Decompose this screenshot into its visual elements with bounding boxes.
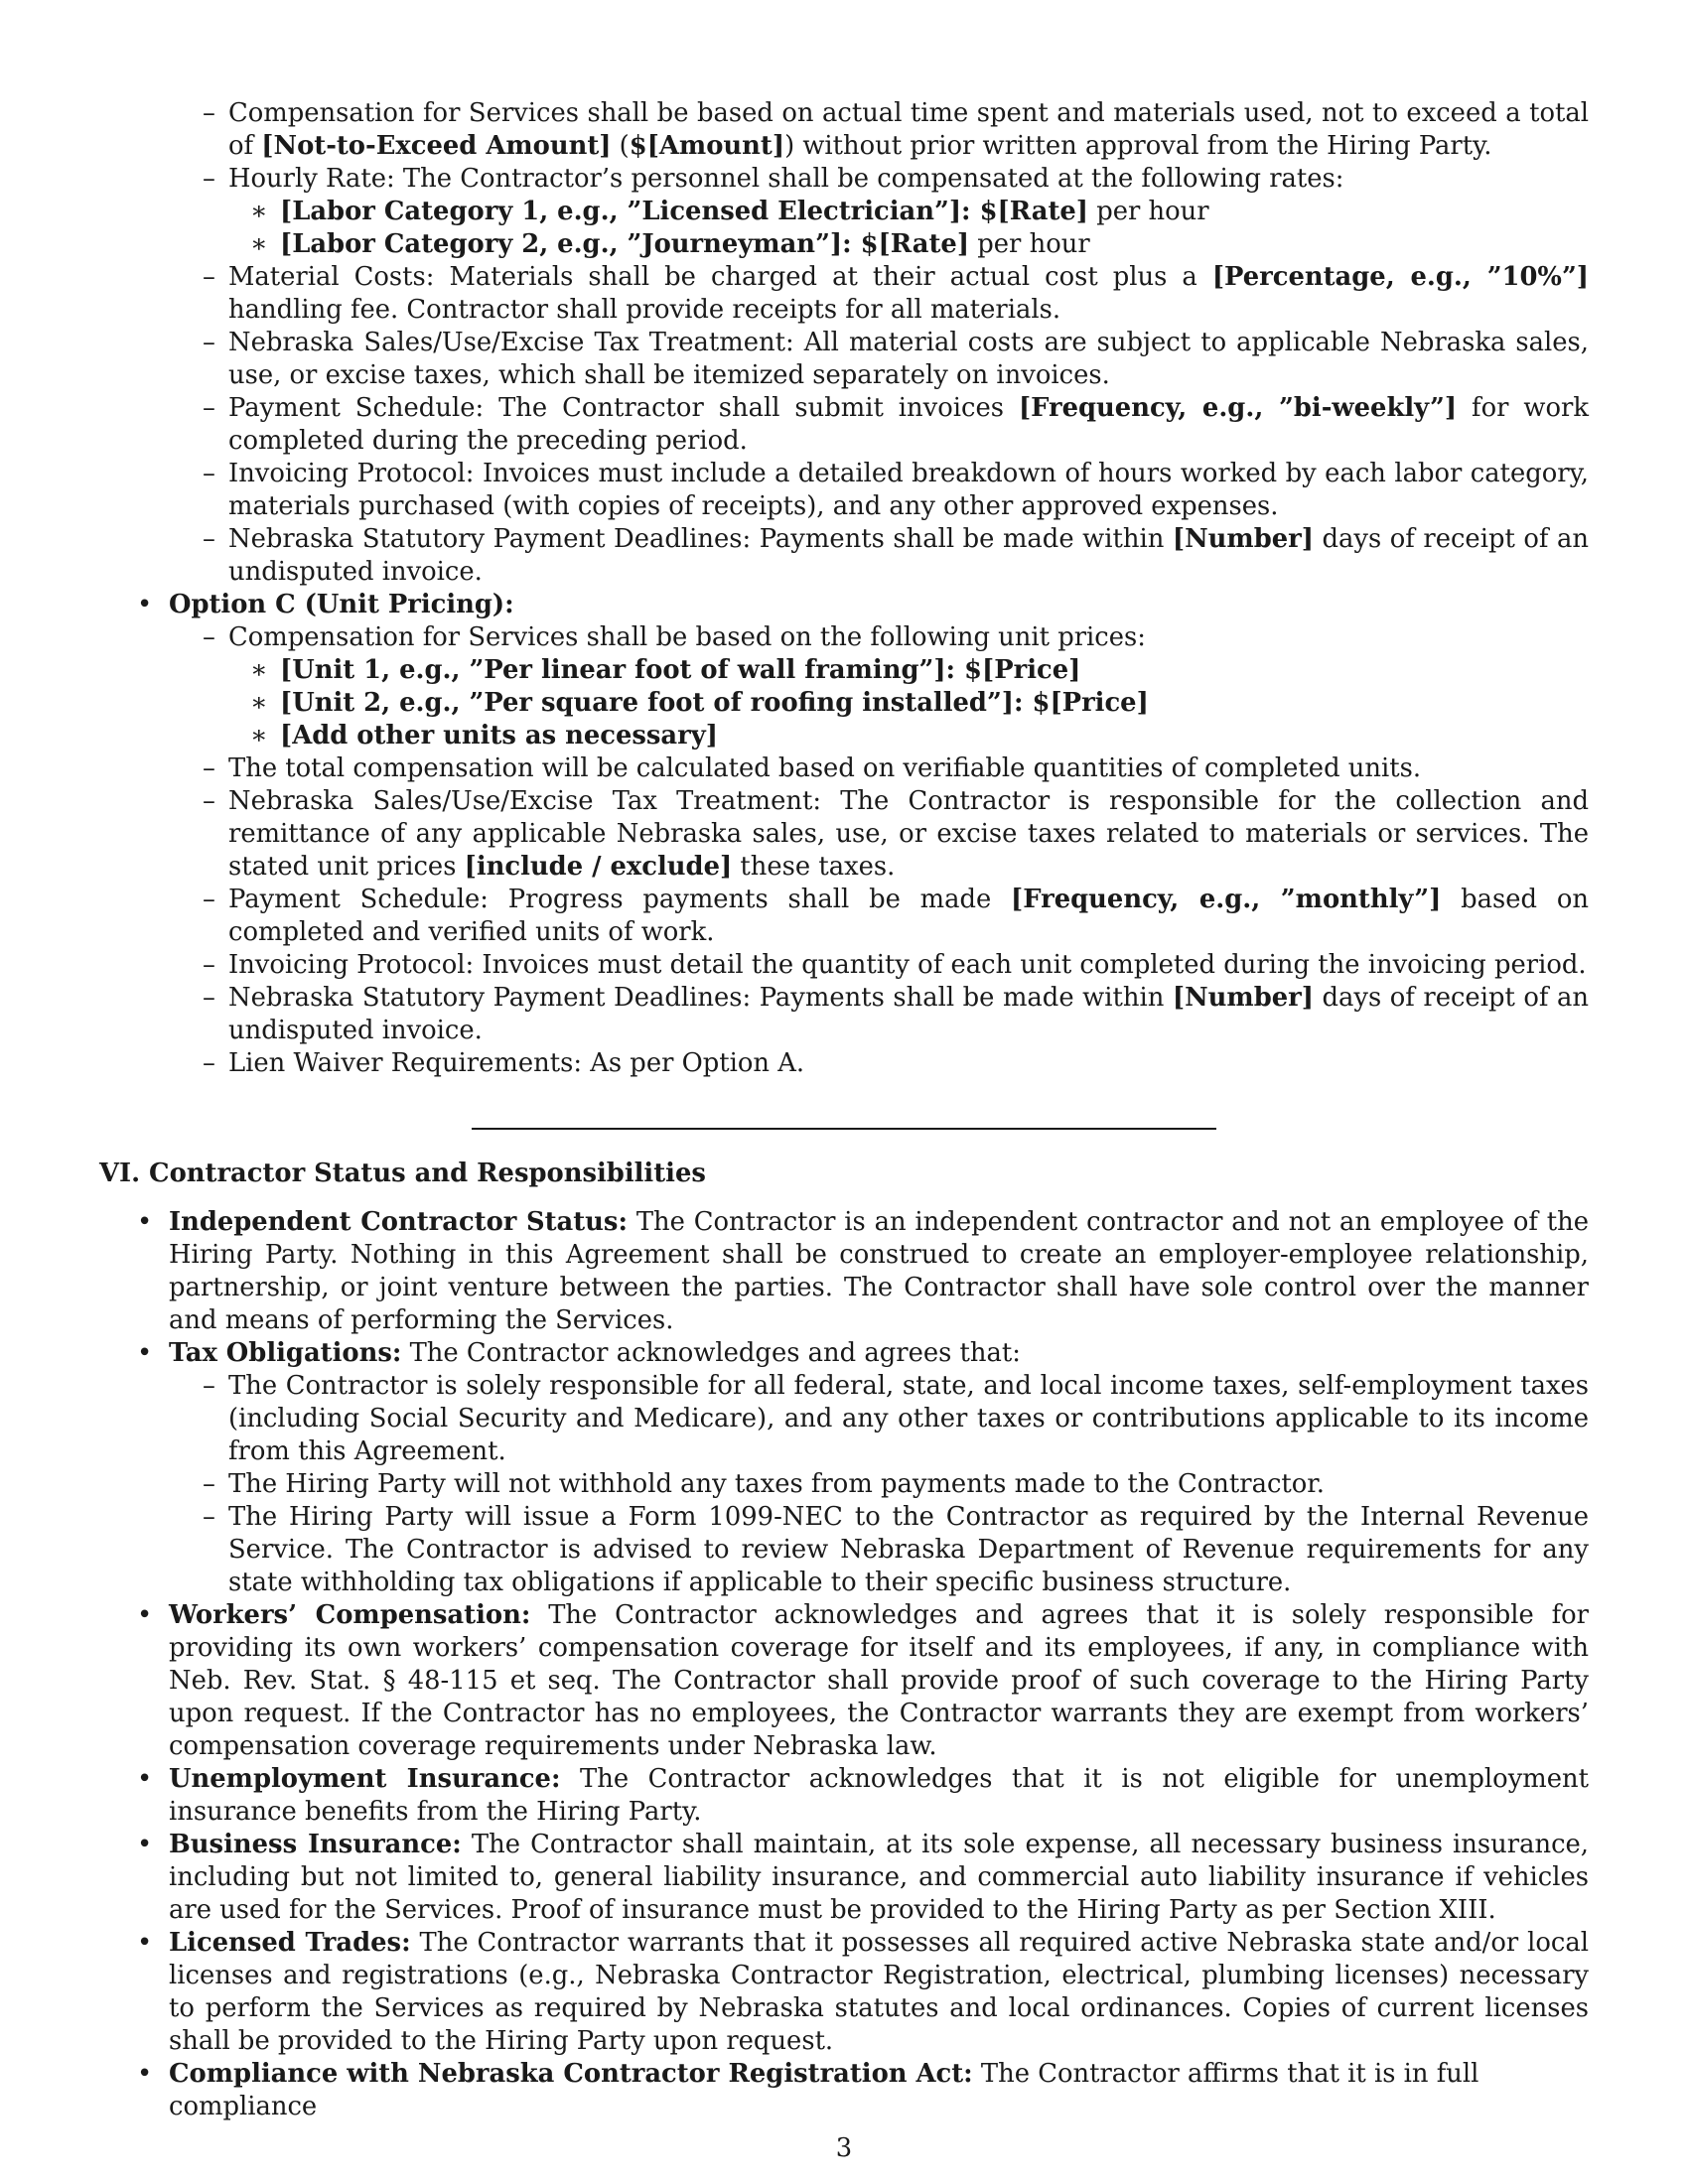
bullet-marker: • [137, 1207, 153, 1237]
list-item: – The Hiring Party will issue a Form 1099-NEC to the Contractor as required by the Internal Revenue Service. The Contractor is advised to review Nebraska Department of Revenue requirements for any state withholding tax obligations if applicable to their specific business structure. [203, 1502, 1589, 1597]
list-item: • Licensed Trades: The Contractor warrants that it possesses all required active Nebraska state and/or local licenses and registrations (e.g., Nebraska Contractor Registration, electrical, plumbing licenses) necessary to perform the Services as required by Nebraska statutes and local ordinances. Copies of current licenses shall be provided to the Hiring Party upon request. [137, 1928, 1589, 2056]
page-number: 3 [835, 2133, 853, 2163]
dash-marker: – [203, 524, 215, 554]
dash-marker: – [203, 459, 215, 488]
dash-marker: – [203, 1502, 215, 1532]
list-item: ∗ [Labor Category 2, e.g., ”Journeyman”]: $[Rate] per hour [250, 229, 1090, 259]
dash-marker: – [203, 262, 215, 292]
dash-marker: – [203, 393, 215, 423]
star-marker: ∗ [250, 688, 268, 718]
list-item: – Compensation for Services shall be based on the following unit prices: [203, 622, 1146, 652]
bullet-marker: • [137, 1600, 153, 1630]
section-vi-body [99, 1206, 1589, 2123]
list-item: ∗ [Unit 1, e.g., ”Per linear foot of wall framing”]: $[Price] [250, 655, 1081, 685]
dash-marker: – [203, 1469, 215, 1499]
bullet-marker: • [137, 1764, 153, 1794]
list-item: – The total compensation will be calculated based on verifiable quantities of completed units. [203, 753, 1422, 783]
list-item: – Nebraska Sales/Use/Excise Tax Treatment: All material costs are subject to applicable Nebraska sales, use, or excise taxes, which shall be itemized separately on invoices. [203, 328, 1589, 390]
list-item: ∗ [Unit 2, e.g., ”Per square foot of roofing installed”]: $[Price] [250, 688, 1149, 718]
list-item: – Nebraska Statutory Payment Deadlines: Payments shall be made within [Number] days of receipt of an undisputed invoice. [203, 524, 1589, 587]
dash-marker: – [203, 328, 215, 357]
list-item: – The Hiring Party will not withhold any taxes from payments made to the Contractor. [203, 1469, 1325, 1499]
list-item: – Material Costs: Materials shall be charged at their actual cost plus a [Percentage, e.g., ”10%”] handling fee. Contractor shall provide receipts for all materials. [203, 262, 1589, 325]
dash-marker: – [203, 885, 215, 914]
star-marker: ∗ [250, 229, 268, 259]
dash-marker: – [203, 1371, 215, 1401]
bullet-marker: • [137, 1338, 153, 1368]
dash-marker: – [203, 1048, 215, 1078]
star-marker: ∗ [250, 197, 268, 226]
list-item: ∗ [Labor Category 1, e.g., ”Licensed Electrician”]: $[Rate] per hour [250, 197, 1209, 226]
list-item: – Nebraska Sales/Use/Excise Tax Treatment: The Contractor is responsible for the collection and remittance of any applicable Nebraska sales, use, or excise taxes related to materials or services. The stated unit prices [include / exclude] these taxes. [203, 786, 1589, 882]
option-c-heading: • Option C (Unit Pricing): [137, 590, 514, 619]
section-heading: VI. Contractor Status and Responsibilities [99, 1159, 706, 1188]
list-item: • Compliance with Nebraska Contractor Registration Act: The Contractor affirms that it is in full compliance [137, 2059, 1479, 2121]
list-item: – Nebraska Statutory Payment Deadlines: Payments shall be made within [Number] days of receipt of an undisputed invoice. [203, 983, 1589, 1045]
list-item: ∗ [Add other units as necessary] [250, 721, 718, 751]
bullet-marker: • [137, 1928, 153, 1958]
dash-marker: – [203, 786, 215, 816]
list-item: – Payment Schedule: Progress payments shall be made [Frequency, e.g., ”monthly”] based on completed and verified units of work. [203, 885, 1589, 947]
list-item: – Lien Waiver Requirements: As per Option A. [203, 1048, 805, 1078]
dash-marker: – [203, 983, 215, 1013]
list-item: • Business Insurance: The Contractor shall maintain, at its sole expense, all necessary business insurance, including but not limited to, general liability insurance, and commercial auto liability insurance if vehicles are used for the Services. Proof of insurance must be provided to the Hiring Party as per Section XIII. [137, 1830, 1589, 1925]
list-item: – Invoicing Protocol: Invoices must include a detailed breakdown of hours worked by each labor category, materials purchased (with copies of receipts), and any other approved expenses. [203, 459, 1589, 521]
list-item: • Tax Obligations: The Contractor acknowledges and agrees that: [137, 1338, 1021, 1368]
list-item: – Invoicing Protocol: Invoices must detail the quantity of each unit completed during the invoicing period. [203, 950, 1587, 980]
list-item: • Unemployment Insurance: The Contractor acknowledges that it is not eligible for unemployment insurance benefits from the Hiring Party. [137, 1764, 1589, 1827]
horizontal-divider [472, 1128, 1216, 1130]
bullet-marker: • [137, 2059, 153, 2089]
list-item: – Compensation for Services shall be based on actual time spent and materials used, not to exceed a total of [Not-to-Exceed Amount] ($[Amount]) without prior written approval from the Hiring Party. [203, 98, 1589, 161]
star-marker: ∗ [250, 721, 268, 751]
star-marker: ∗ [250, 655, 268, 685]
dash-marker: – [203, 622, 215, 652]
list-item: • Workers’ Compensation: The Contractor acknowledges and agrees that it is solely responsible for providing its own workers’ compensation coverage for itself and its employees, if any, in compliance with Neb. Rev. Stat. § 48-115 et seq. The Contractor shall provide proof of such coverage to the Hiring Party upon request. If the Contractor has no employees, the Contractor warrants they are exempt from workers’ compensation coverage requirements under Nebraska law. [137, 1600, 1589, 1761]
dash-marker: – [203, 950, 215, 980]
list-item: – Payment Schedule: The Contractor shall submit invoices [Frequency, e.g., ”bi-weekly”] for work completed during the preceding period. [203, 393, 1589, 456]
bullet-marker: • [137, 590, 153, 619]
option-b-continuation [99, 97, 1589, 1080]
list-item: – Hourly Rate: The Contractor’s personnel shall be compensated at the following rates: [203, 164, 1344, 194]
dash-marker: – [203, 753, 215, 783]
list-item: • Independent Contractor Status: The Contractor is an independent contractor and not an employee of the Hiring Party. Nothing in this Agreement shall be construed to create an employer-employee relationship, partnership, or joint venture between the parties. The Contractor shall have sole control over the manner and means of performing the Services. [137, 1207, 1589, 1335]
dash-marker: – [203, 98, 215, 128]
bullet-marker: • [137, 1830, 153, 1859]
dash-marker: – [203, 164, 215, 194]
list-item: – The Contractor is solely responsible for all federal, state, and local income taxes, self-employment taxes (including Social Security and Medicare), and any other taxes or contributions applicable to its income from this Agreement. [203, 1371, 1589, 1466]
